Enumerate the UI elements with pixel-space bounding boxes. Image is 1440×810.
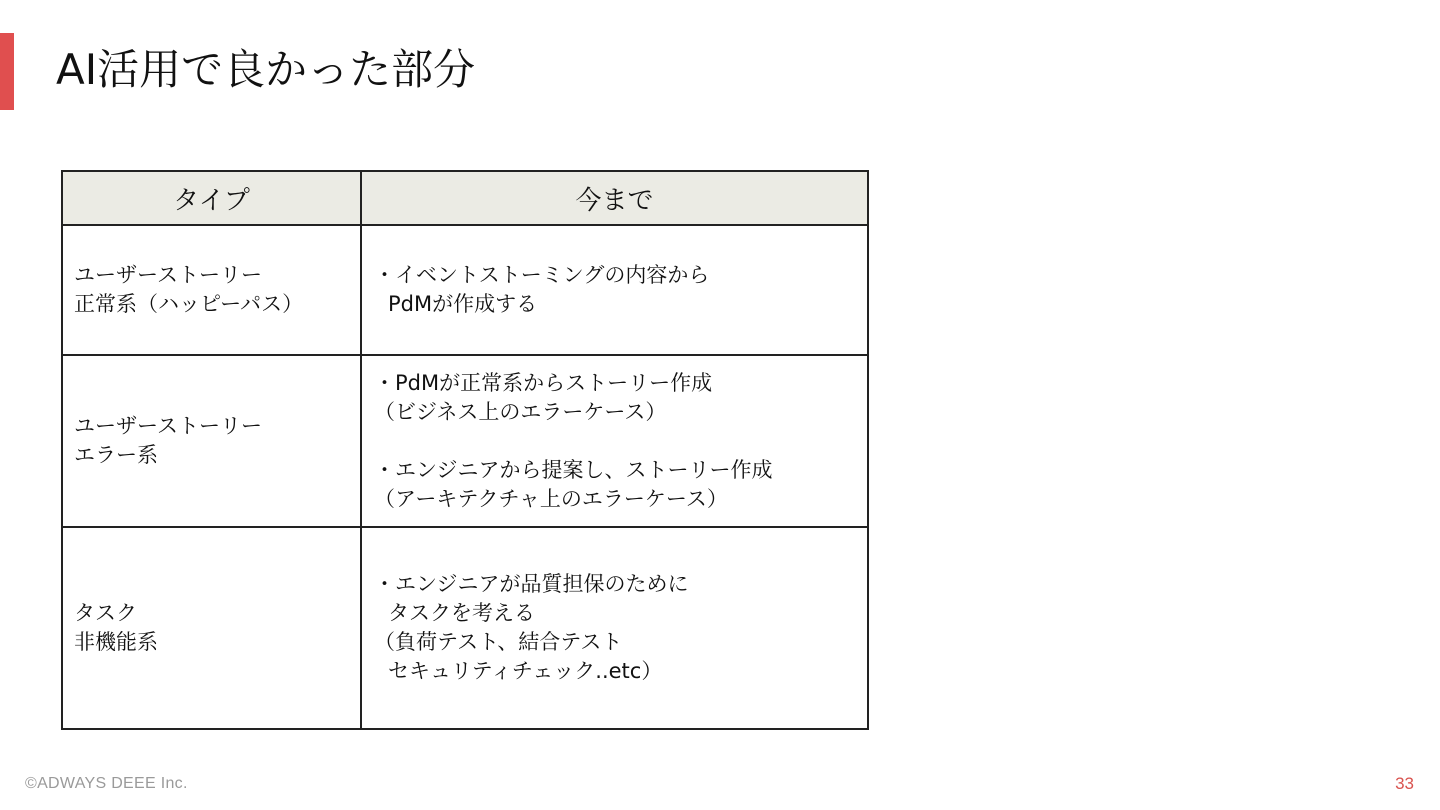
page-number: 33	[1395, 774, 1414, 793]
row-type-cell	[62, 527, 361, 729]
type-line: エラー系	[74, 443, 158, 467]
row-type-cell	[62, 355, 361, 527]
table-row	[62, 527, 868, 729]
content-line: PdMが作成する	[388, 292, 538, 316]
content-line: ・イベントストーミングの内容から	[374, 263, 710, 287]
table-header-row	[62, 171, 868, 225]
type-line: タスク	[74, 601, 137, 625]
content-line: ・PdMが正常系からストーリー作成	[374, 370, 713, 395]
content-line: セキュリティチェック..etc）	[388, 659, 663, 683]
header-type: タイプ	[62, 171, 361, 225]
paragraph-gap	[374, 427, 861, 456]
table-row	[62, 355, 868, 527]
type-line: ユーザーストーリー	[74, 263, 262, 287]
type-line: 正常系（ハッピーパス）	[74, 292, 304, 316]
header-until-now: 今まで	[361, 171, 868, 225]
content-line: ・エンジニアが品質担保のために	[374, 572, 689, 596]
row-type-cell	[62, 225, 361, 355]
row-content-cell	[361, 225, 868, 355]
content-line: タスクを考える	[388, 601, 535, 625]
row-content-cell	[361, 527, 868, 729]
row-content-cell	[361, 355, 868, 527]
title-accent-bar	[0, 33, 14, 110]
content-line: ・エンジニアから提案し、ストーリー作成	[374, 457, 773, 482]
page-title: AI活用で良かった部分	[56, 45, 476, 94]
type-line: ユーザーストーリー	[74, 414, 262, 438]
content-line: （負荷テスト、結合テスト	[374, 630, 623, 654]
type-line: 非機能系	[74, 630, 158, 654]
copyright-text: ©ADWAYS DEEE Inc.	[25, 775, 188, 792]
comparison-table	[61, 170, 869, 730]
content-line: （アーキテクチャ上のエラーケース）	[374, 486, 728, 511]
table-row	[62, 225, 868, 355]
content-line: （ビジネス上のエラーケース）	[374, 399, 667, 424]
